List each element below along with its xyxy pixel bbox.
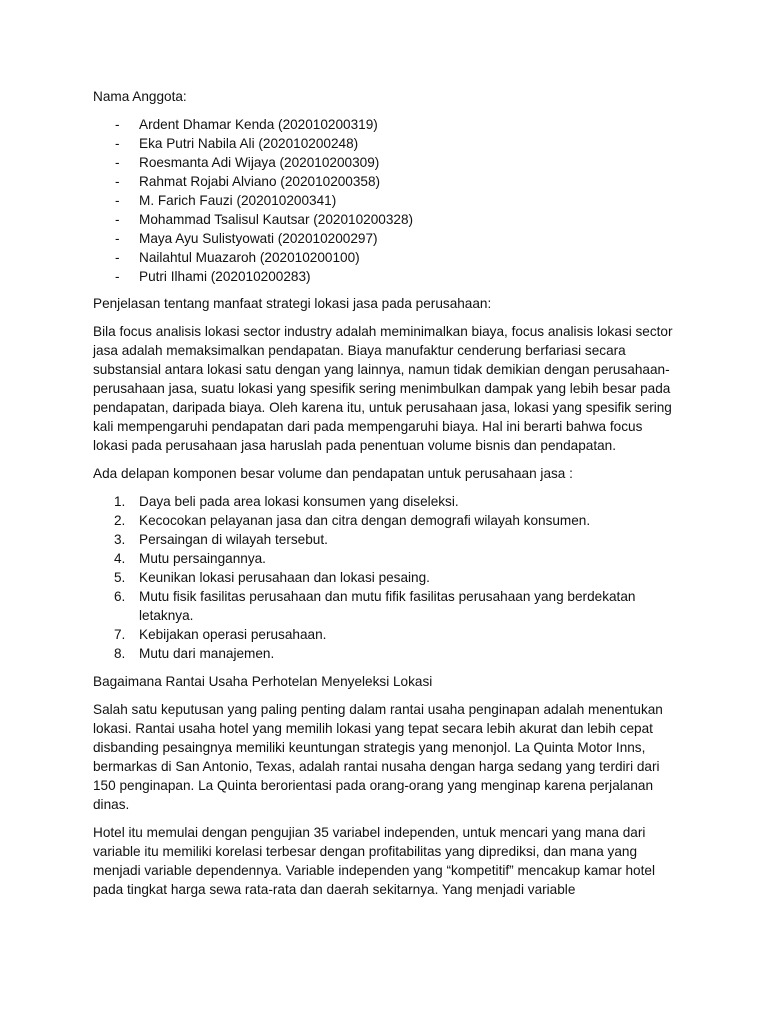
member-name: Mohammad Tsalisul Kautsar (202010200328) — [139, 212, 414, 227]
document-body — [93, 87, 673, 908]
member-item — [93, 229, 673, 248]
member-item — [93, 191, 673, 210]
member-name: Maya Ayu Sulistyowati (202010200297) — [139, 231, 378, 246]
item-number: 2. — [114, 513, 126, 528]
paragraph-service-location: Bila focus analisis lokasi sector industry adalah meminimalkan biaya, focus analisis lokasi sector jasa adalah memaksimalkan pendapatan. Biaya manufaktur cenderung berfariasi secara substansial antara lokasi satu dengan yang lainnya, namun tidak demikian dengan perusahaan-perusahaan jasa, suatu lokasi yang spesifik sering menimbulkan dampak yang lebih besar pada pendapatan, daripada biaya. Oleh karena itu, untuk perusahaan jasa, lokasi yang spesifik sering kali mempengaruhi pendapatan dari pada mempengaruhi biaya. Hal ini berarti bahwa focus lokasi pada perusahaan jasa haruslah pada penentuan volume bisnis dan pendapatan. — [93, 324, 673, 453]
paragraph-hotel-variables: Hotel itu memulai dengan pengujian 35 variabel independen, untuk mencari yang mana dari variable itu memiliki korelasi terbesar dengan profitabilitas yang diprediksi, dan mana yang menjadi variable dependennya. Variable independen yang “kompetitif” mencakup kamar hotel pada tingkat harga sewa rata-rata dan daerah sekitarnya. Yang menjadi variable — [93, 825, 655, 897]
component-item — [93, 530, 673, 549]
item-text: Kecocokan pelayanan jasa dan citra dengan demografi wilayah konsumen. — [139, 513, 591, 528]
item-number: 3. — [114, 532, 126, 547]
hotel-heading: Bagaimana Rantai Usaha Perhotelan Menyeleksi Lokasi — [93, 674, 433, 689]
bullet-dash: - — [115, 269, 120, 284]
item-number: 4. — [114, 551, 126, 566]
member-name: Ardent Dhamar Kenda (202010200319) — [139, 117, 378, 132]
bullet-dash: - — [115, 250, 120, 265]
explanation-heading: Penjelasan tentang manfaat strategi lokasi jasa pada perusahaan: — [93, 296, 492, 311]
item-number: 5. — [114, 570, 126, 585]
component-item — [93, 511, 673, 530]
components-heading: Ada delapan komponen besar volume dan pendapatan untuk perusahaan jasa : — [93, 466, 573, 481]
item-text: Mutu persaingannya. — [139, 551, 266, 566]
item-text: Mutu fisik fasilitas perusahaan dan mutu fifik fasilitas perusahaan yang berdekatan letaknya. — [139, 589, 636, 623]
bullet-dash: - — [115, 117, 120, 132]
item-number: 1. — [114, 494, 126, 509]
item-text: Daya beli pada area lokasi konsumen yang diseleksi. — [139, 494, 459, 509]
component-item — [93, 587, 673, 625]
item-number: 8. — [114, 646, 126, 661]
member-name: Eka Putri Nabila Ali (202010200248) — [139, 136, 359, 151]
item-number: 7. — [114, 627, 126, 642]
member-item — [93, 153, 673, 172]
member-item — [93, 210, 673, 229]
member-item — [93, 267, 673, 286]
component-item — [93, 625, 673, 644]
member-item — [93, 115, 673, 134]
item-number: 6. — [114, 589, 126, 604]
component-item — [93, 568, 673, 587]
members-list — [93, 115, 673, 286]
bullet-dash: - — [115, 193, 120, 208]
components-list — [93, 492, 673, 663]
component-item — [93, 549, 673, 568]
bullet-dash: - — [115, 136, 120, 151]
paragraph-hotel-location: Salah satu keputusan yang paling penting dalam rantai usaha penginapan adalah menentukan lokasi. Rantai usaha hotel yang memilih lokasi yang tepat secara lebih akurat dan lebih cepat disbanding pesaingnya memiliki keuntungan strategis yang menonjol. La Quinta Motor Inns, bermarkas di San Antonio, Texas, adalah rantai nusaha dengan harga sedang yang terdiri dari 150 penginapan. La Quinta berorientasi pada orang-orang yang menginap karena perjalanan dinas. — [93, 702, 663, 812]
item-text: Mutu dari manajemen. — [139, 646, 275, 661]
bullet-dash: - — [115, 174, 120, 189]
component-item — [93, 644, 673, 663]
member-name: Rahmat Rojabi Alviano (202010200358) — [139, 174, 381, 189]
item-text: Keunikan lokasi perusahaan dan lokasi pesaing. — [139, 570, 430, 585]
members-heading: Nama Anggota: — [93, 89, 187, 104]
item-text: Kebijakan operasi perusahaan. — [139, 627, 327, 642]
item-text: Persaingan di wilayah tersebut. — [139, 532, 328, 547]
member-name: Roesmanta Adi Wijaya (202010200309) — [139, 155, 380, 170]
member-item — [93, 134, 673, 153]
bullet-dash: - — [115, 231, 120, 246]
member-item — [93, 248, 673, 267]
member-item — [93, 172, 673, 191]
member-name: Nailahtul Muazaroh (202010200100) — [139, 250, 360, 265]
bullet-dash: - — [115, 155, 120, 170]
bullet-dash: - — [115, 212, 120, 227]
component-item — [93, 492, 673, 511]
member-name: Putri Ilhami (202010200283) — [139, 269, 311, 284]
member-name: M. Farich Fauzi (202010200341) — [139, 193, 337, 208]
